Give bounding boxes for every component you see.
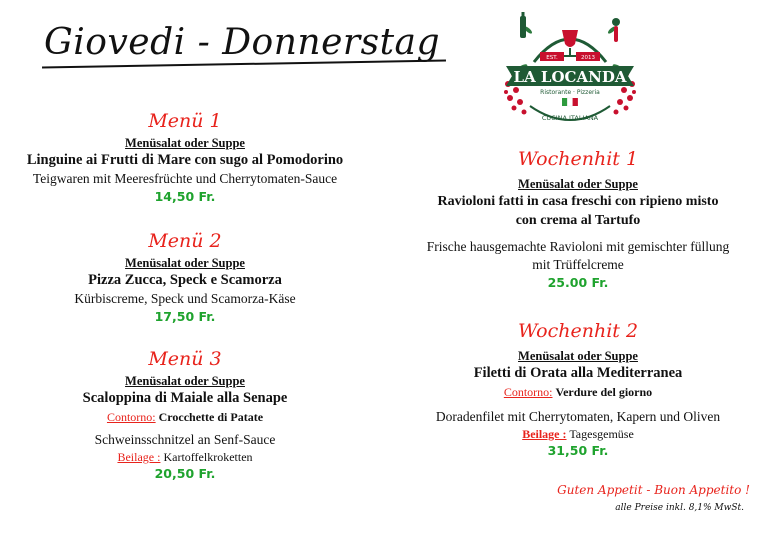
wochenhit-2-contorno: Verdure del giorno — [555, 385, 653, 399]
logo-est-right: 2013 — [581, 55, 595, 61]
wochenhit-1-heading: Wochenhit 1 — [517, 148, 639, 170]
wochenhit-2-description: Doradenfilet mit Cherrytomaten, Kapern und Oliven — [435, 409, 721, 424]
wochenhit-2-contorno-line — [392, 384, 764, 400]
menu-3-beilage-label: Beilage : — [117, 450, 161, 464]
menu-2-heading: Menü 2 — [148, 230, 222, 252]
wochenhit-2-heading: Wochenhit 2 — [517, 320, 639, 342]
menu-3-price: 20,50 Fr. — [154, 466, 216, 481]
menu-1-starter: Menüsalat oder Suppe — [125, 136, 245, 150]
page-title: Giovedi - Donnerstag — [44, 22, 441, 63]
menu-2-starter: Menüsalat oder Suppe — [125, 256, 245, 270]
menu-1-price: 14,50 Fr. — [154, 189, 216, 204]
menu-3-section — [0, 348, 370, 482]
wochenhit-2-dish: Filetti di Orata alla Mediterranea — [473, 365, 683, 381]
wochenhit-1-section — [392, 148, 764, 291]
wochenhit-2-beilage-label: Beilage : — [522, 427, 567, 441]
menu-1-description: Teigwaren mit Meeresfrüchte und Cherrytomaten-Sauce — [32, 171, 338, 186]
wochenhit-1-dish-line1: Ravioloni fatti in casa freschi con ripieno misto — [437, 194, 719, 209]
wochenhit-2-starter: Menüsalat oder Suppe — [518, 349, 638, 363]
menu-2-dish: Pizza Zucca, Speck e Scamorza — [88, 272, 282, 288]
wochenhit-1-description-line2: mit Trüffelcreme — [532, 257, 624, 272]
wochenhit-2-contorno-label: Contorno: — [503, 385, 553, 399]
menu-1-dish: Linguine ai Frutti di Mare con sugo al Pomodorino — [26, 152, 344, 168]
restaurant-logo — [500, 10, 640, 128]
wochenhit-1-dish-line2: con crema al Tartufo — [515, 213, 641, 228]
menu-1-section — [0, 110, 370, 205]
wochenhit-1-starter: Menüsalat oder Suppe — [518, 177, 638, 191]
wochenhit-1-price: 25.00 Fr. — [547, 275, 609, 290]
menu-3-starter: Menüsalat oder Suppe — [125, 374, 245, 388]
menu-3-contorno-line — [0, 409, 370, 425]
menu-3-contorno: Crocchette di Patate — [158, 410, 264, 424]
menu-3-description: Schweinsschnitzel an Senf-Sauce — [94, 432, 276, 447]
menu-3-beilage: Kartoffelkroketten — [163, 450, 253, 464]
logo-tagline: Ristorante · Pizzeria — [540, 89, 600, 96]
menu-1-heading: Menü 1 — [148, 110, 222, 132]
logo-name: LA LOCANDA — [513, 68, 627, 86]
logo-est-left: EST. — [546, 55, 558, 61]
footer-appetit: Guten Appetit - Buon Appetito ! — [557, 483, 750, 497]
menu-3-contorno-label: Contorno: — [106, 410, 156, 424]
menu-3-heading: Menü 3 — [148, 348, 222, 370]
menu-2-section — [0, 230, 370, 325]
logo-subtitle: CUCINA ITALIANA — [541, 114, 599, 122]
menu-2-price: 17,50 Fr. — [154, 309, 216, 324]
wochenhit-1-description-line1: Frische hausgemachte Ravioloni mit gemischter füllung — [426, 239, 730, 254]
footer-tax-note: alle Preise inkl. 8,1% MwSt. — [615, 503, 744, 513]
menu-3-dish: Scaloppina di Maiale alla Senape — [82, 390, 288, 406]
menu-2-description: Kürbiscreme, Speck und Scamorza-Käse — [74, 291, 296, 306]
wochenhit-2-beilage: Tagesgemüse — [569, 427, 634, 441]
wochenhit-2-section — [392, 320, 764, 459]
menu-3-beilage-line — [0, 449, 370, 465]
wochenhit-2-price: 31,50 Fr. — [547, 443, 609, 458]
wochenhit-2-beilage-line — [392, 426, 764, 442]
